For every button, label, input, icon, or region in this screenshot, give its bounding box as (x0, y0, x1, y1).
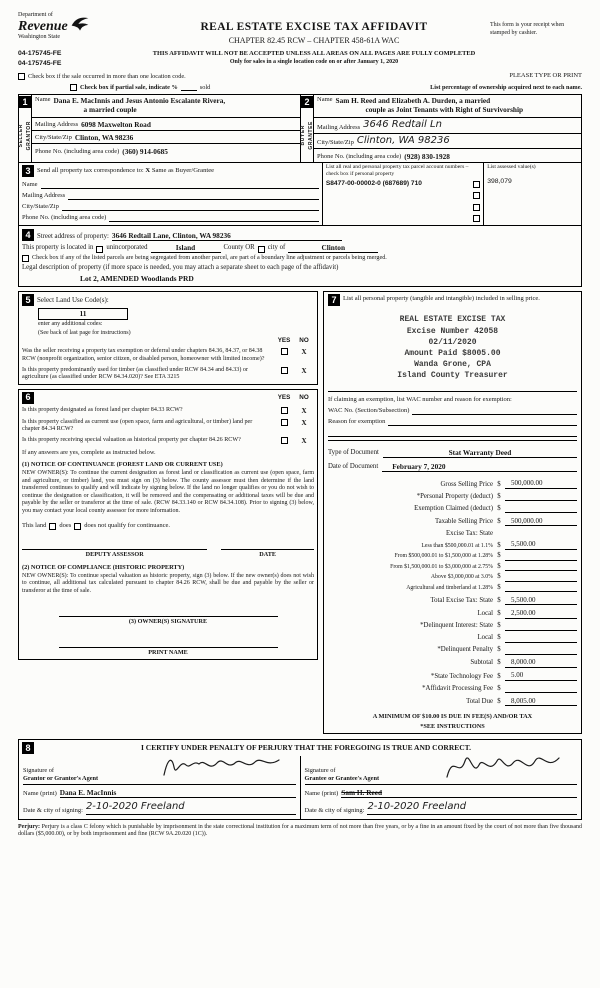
tax-row-label: Above $3,000,000 at 3.0% (430, 574, 493, 581)
section-1-seller (19, 95, 300, 162)
dollar-sign: $ (497, 583, 501, 591)
dollar-sign: $ (497, 504, 501, 512)
tax-row (328, 493, 577, 501)
perjury-label: Perjury: (18, 823, 40, 830)
county-or-label: County OR (223, 244, 255, 252)
located-in-label: This property is located in (22, 244, 94, 252)
section-5-number: 5 (22, 294, 34, 306)
dollar-sign: $ (497, 610, 501, 618)
logo-washington-state: Washington State (18, 33, 61, 40)
personal-property-checkbox[interactable] (473, 215, 480, 222)
assessed-value (487, 190, 578, 200)
current-use-yes-checkbox[interactable] (281, 419, 288, 426)
dor-logo (18, 12, 138, 41)
exemption-no-answer: X (301, 348, 307, 357)
buyer-csz-row (314, 134, 581, 150)
tax-row-value: 500,000.00 (505, 479, 577, 489)
parcel-list (326, 179, 480, 224)
tax-row-label: Total Excise Tax: State (430, 596, 493, 604)
buyer-name-value-2: couple as Joint Tenants with Right of Survivorship (365, 105, 524, 115)
reason-exemption-label: Reason for exemption (328, 417, 386, 425)
land-use-code-value: 11 (38, 308, 128, 320)
parcel-number: S8477-00-00002-0 (687689) 710 (325, 180, 422, 188)
grantor-signature (158, 751, 288, 783)
question-row (22, 407, 314, 416)
buyer-name-row (314, 95, 581, 118)
current-use-question: Is this property classified as current use (open space, farm and agricultural, or timber) land per chapter 84.34 RCW? (22, 418, 253, 433)
tax-row (328, 685, 577, 693)
dollar-sign: $ (497, 552, 501, 560)
grantor-signature-of-label: Signature of (23, 767, 54, 775)
stamp-line-3: 02/11/2020 (428, 337, 477, 347)
see-instructions-note: *SEE INSTRUCTIONS (420, 722, 485, 730)
tax-row-value: 5,500.00 (505, 540, 577, 550)
seller-name-row (32, 95, 300, 118)
divider (328, 391, 577, 392)
city-value: Clinton (288, 243, 378, 253)
same-as-buyer-label: Same as Buyer/Grantee (151, 167, 215, 175)
tax-row (328, 697, 577, 707)
grantor-date-value-handwritten: 2-10-2020 Freeland (86, 801, 296, 815)
dollar-sign: $ (497, 541, 501, 549)
stamp-line-2: Excise Number 42058 (406, 326, 499, 336)
multi-location-checkbox[interactable] (18, 73, 25, 80)
tax-row (328, 479, 577, 489)
partial-sale-label: Check box if partial sale, indicate % (80, 83, 178, 91)
chapter-line: CHAPTER 82.45 RCW – CHAPTER 458-61A WAC (228, 36, 400, 46)
section-2-buyer (300, 95, 581, 162)
yes-column-header: YES (277, 393, 291, 401)
seller-strip-label: SELLER (18, 123, 25, 148)
tax-row-label: Exemption Claimed (deduct) (414, 504, 493, 512)
tax-row (328, 596, 577, 606)
forest-no-answer: X (301, 406, 307, 415)
tax-row-label: Less than $500,000.01 at 1.1% (421, 542, 493, 549)
section-8-number: 8 (22, 742, 34, 754)
does-not-label: does not qualify for continuance. (84, 522, 171, 530)
buyer-name-value: Sam H. Reed and Elizabeth A. Durden, a married (335, 96, 491, 106)
see-back-note: (See back of last page for instructions) (38, 329, 131, 336)
please-type-note: PLEASE TYPE OR PRINT (509, 72, 582, 80)
form-number-2: 04-175745-FE (18, 60, 62, 68)
notice-compliance-body: NEW OWNER(S): To continue special valuation as historic property, sign (3) below. If the new owner(s) does not wish to continue, all additional tax calculated pursuant to chapter 84.26 RCW, shall be due and payable by the seller or transferor at the time of sale. (22, 572, 314, 594)
personal-property-checkbox[interactable] (473, 181, 480, 188)
tax-row-value (505, 623, 577, 631)
tax-row (328, 646, 577, 654)
street-address-label: Street address of property: (37, 232, 109, 240)
tax-row-label: *Affidavit Processing Fee (422, 684, 493, 692)
segregated-checkbox[interactable] (22, 255, 29, 262)
tax-row-value: 2,500.00 (505, 609, 577, 619)
parcel-row (326, 202, 480, 212)
city-checkbox[interactable] (258, 246, 265, 253)
grantee-signature-block (300, 756, 582, 819)
dollar-sign: $ (497, 646, 501, 654)
corr-name-label: Name (22, 181, 38, 189)
grantee-strip-label: GRANTEE (307, 121, 314, 150)
seller-mailing-value: 6098 Maxwelton Road (81, 120, 151, 130)
seller-phone-value: (360) 914-0685 (122, 147, 168, 157)
city-of-label: city of (267, 244, 286, 252)
stamp-line-1: REAL ESTATE EXCISE TAX (399, 315, 506, 325)
section-4-number: 4 (22, 229, 34, 241)
certify-statement: I CERTIFY UNDER PENALTY OF PERJURY THAT THE FOREGOING IS TRUE AND CORRECT. (140, 743, 471, 753)
tax-row-value (505, 505, 577, 513)
tax-row (328, 609, 577, 619)
ownership-percentage-note: List percentage of ownership acquired next to each name. (430, 83, 582, 91)
does-qualify-checkbox[interactable] (49, 523, 56, 530)
tax-row-value: 8,005.00 (505, 697, 577, 707)
yes-column-header: YES (277, 337, 291, 345)
divider (328, 440, 577, 441)
corr-phone-field (109, 214, 319, 222)
grantee-signature-of-label: Signature of (304, 767, 336, 775)
tax-row-value (505, 574, 577, 582)
doc-date-value: February 7, 2020 (382, 462, 577, 472)
forest-land-question: Is this property designated as forest land per chapter 84.33 RCW? (22, 406, 183, 413)
buyer-phone-label: Phone No. (including area code) (317, 153, 402, 161)
single-location-note: Only for sales in a single location code on or after January 1, 2020 (229, 59, 399, 66)
seller-phone-label: Phone No. (including area code) (35, 148, 120, 156)
exemption-yes-checkbox[interactable] (281, 348, 288, 355)
seller-name-label: Name (35, 96, 51, 104)
current-use-no-answer: X (301, 418, 307, 427)
grantor-name-print-label: Name (print) (23, 790, 57, 798)
notice-continuance-body: NEW OWNER(S): To continue the current designation as forest land or classification as current use (open space, farm and agriculture, or timber) land, you must sign on (3) below. The county assessor must then determine if the land transferred continues to qualify and will indicate by signing below. If the land no longer qualifies or you do not wish to continue the designation or classification, it will be removed and the compensating or additional taxes will be due and payable by the seller or transferor at the time of sale. (RCW 84.33.140 or RCW 84.34.108). Prior to signing (3) below, you may contact your local county assessor for more information. (22, 470, 314, 514)
section-7-tax (323, 291, 582, 734)
dollar-sign: $ (497, 492, 501, 500)
timber-question: Is this property predominantly used for timber (as classified under RCW 84.34 and 84.33) or agriculture (as classified under RCW 84.34.020)? See ETA 3215 (22, 366, 248, 381)
tax-table (328, 476, 577, 706)
acceptance-warning: THIS AFFIDAVIT WILL NOT BE ACCEPTED UNLESS ALL AREAS ON ALL PAGES ARE FULLY COMPLETED (152, 50, 476, 58)
correspondence-label: Send all property tax correspondence to: (37, 167, 144, 175)
partial-sale-sold-label: sold (199, 83, 211, 91)
tax-row-label: Excise Tax: State (446, 529, 493, 537)
tax-row-label: Agricultural and timberland at 1.28% (406, 584, 493, 591)
owners-signature-label: (3) OWNER(S) SIGNATURE (128, 618, 208, 626)
tax-row-label: Subtotal (470, 659, 493, 667)
dor-swoosh-icon (70, 14, 90, 34)
tax-row-value: 5,500.00 (505, 596, 577, 606)
historic-no-answer: X (301, 436, 307, 445)
tax-row-label: *Delinquent Interest: State (420, 622, 493, 630)
buyer-strip-label: BUYER (300, 125, 307, 146)
dollar-sign: $ (497, 634, 501, 642)
tax-row (328, 584, 577, 592)
treasurer-stamp (397, 314, 507, 381)
buyer-phone-value: (928) 830-1928 (404, 152, 450, 162)
print-name-line (59, 640, 278, 648)
grantor-signature-block (19, 756, 300, 819)
land-use-label: Select Land Use Code(s): (37, 296, 109, 305)
form-number-1: 04-175745-FE (18, 50, 62, 57)
question-row (22, 367, 314, 382)
grantor-date-label: Date & city of signing: (23, 806, 83, 814)
tax-row-label: Gross Selling Price (440, 480, 493, 488)
personal-property-label: List all personal property (tangible and intangible) included in selling price. (343, 295, 540, 303)
multi-location-label: Check box if the sale occurred in more than one location code. (28, 72, 186, 80)
stamp-line-5: Wanda Grone, CPA (414, 360, 491, 370)
tax-row-label: Local (477, 634, 493, 642)
section-2-number: 2 (301, 96, 313, 108)
deputy-date-label: DATE (259, 551, 277, 559)
street-address-value: 3646 Redtail Lane, Clinton, WA 98236 (112, 231, 342, 241)
tax-row-label: From $500,000.01 to $1,500,000 at 1.28% (394, 553, 493, 560)
grantee-signature (439, 751, 569, 783)
question-row (22, 437, 314, 446)
buyer-mailing-label: Mailing Address (317, 123, 361, 131)
tax-row (328, 634, 577, 642)
dollar-sign: $ (497, 480, 501, 488)
tax-row (328, 552, 577, 560)
grantee-role-label: Grantee or Grantee's Agent (304, 775, 380, 783)
assessed-values-header: List assessed value(s) (487, 164, 536, 171)
dollar-sign: $ (497, 596, 501, 604)
tax-row-value (505, 553, 577, 561)
parcel-row (326, 191, 480, 201)
unincorporated-label: unincorporated (106, 244, 148, 252)
parties-section (18, 94, 582, 163)
dollar-sign: $ (497, 684, 501, 692)
section-5-land-use (18, 291, 318, 384)
tax-row-label: Local (477, 610, 493, 618)
receipt-note: This form is your receipt when stamped by cashier. (490, 22, 565, 36)
section-3-number: 3 (22, 165, 34, 177)
seller-name-value-2: a married couple (83, 105, 137, 115)
exemption-claim-label: If claiming an exemption, list WAC number and reason for exemption: (328, 395, 512, 403)
grantee-date-value-handwritten: 2-10-2020 Freeland (367, 801, 577, 815)
tax-row (328, 671, 577, 681)
seller-csz-label: City/State/Zip (35, 134, 72, 142)
tax-row (328, 658, 577, 668)
parcel-row (326, 214, 480, 224)
form-header (18, 12, 582, 69)
logo-dept-of: Department of (18, 12, 53, 18)
historic-question: Is this property receiving special valuation as historical property per chapter 84.26 RCW? (22, 436, 241, 443)
no-column-header: NO (299, 337, 309, 345)
buyer-mailing-row (314, 118, 581, 134)
corr-csz-field (62, 203, 319, 211)
reason-field-2 (328, 429, 577, 437)
tax-row (328, 505, 577, 513)
assessed-list (487, 178, 578, 223)
exemption-question: Was the seller receiving a property tax exemption or deferral under chapters 84.36, 84.37, or 84.38 RCW (nonprofit organization, senior citizen, or disabled person, homeowner with limited income)? (22, 348, 265, 362)
doc-date-label: Date of Document (328, 463, 379, 471)
deputy-assessor-label: DEPUTY ASSESSOR (85, 551, 144, 559)
tax-row-label: From $1,500,000.01 to $3,000,000 at 2.75% (390, 563, 493, 570)
tax-row (328, 563, 577, 571)
dollar-sign: $ (497, 697, 501, 705)
stamp-line-4: Amount Paid $8005.00 (404, 349, 501, 359)
minimum-due-note: A MINIMUM OF $10.00 IS DUE IN FEE(S) AND/OR TAX (372, 713, 533, 721)
grantor-name-value: Dana E. MacInnis (60, 788, 296, 798)
assessed-value (487, 201, 578, 211)
segregated-label: Check box if any of the listed parcels are being segregated from another parcel, are part of a boundary line adjustment or parcels being merged. (32, 254, 387, 262)
seller-csz-row (32, 131, 300, 144)
tax-row-value (505, 584, 577, 592)
question-row (22, 419, 314, 434)
corr-mailing-label: Mailing Address (22, 192, 66, 200)
owners-signature-line (59, 609, 278, 617)
tax-row (328, 573, 577, 581)
logo-revenue: Revenue (18, 18, 68, 34)
tax-row-label: *Delinquent Penalty (437, 646, 493, 654)
section-3-correspondence (18, 163, 582, 225)
seller-mailing-row (32, 118, 300, 131)
dollar-sign: $ (497, 517, 501, 525)
same-as-x-mark: X (145, 167, 151, 175)
corr-csz-label: City/State/Zip (22, 203, 59, 211)
tax-row-label: *State Technology Fee (430, 672, 493, 680)
seller-phone-row (32, 144, 300, 157)
dollar-sign: $ (497, 659, 501, 667)
deputy-date-line (221, 542, 314, 550)
section-7-number: 7 (328, 294, 340, 306)
historic-yes-checkbox[interactable] (281, 437, 288, 444)
wac-number-field (412, 407, 577, 415)
tax-row-value: 500,000.00 (505, 517, 577, 527)
tax-row-value (505, 563, 577, 571)
notice-compliance-title: (2) NOTICE OF COMPLIANCE (HISTORIC PROPERTY) (22, 564, 185, 572)
section-1-number: 1 (19, 96, 31, 108)
unincorporated-checkbox[interactable] (96, 246, 103, 253)
buyer-phone-row (314, 149, 581, 162)
doc-type-label: Type of Document (328, 449, 379, 457)
county-value: Island (151, 243, 221, 253)
dollar-sign: $ (497, 672, 501, 680)
seller-mailing-label: Mailing Address (35, 121, 79, 129)
section-8-certification (18, 739, 582, 820)
print-name-label: PRINT NAME (148, 649, 188, 657)
doc-type-value: Stat Warranty Deed (383, 448, 577, 458)
assessed-value: 398,079 (487, 178, 512, 186)
grantee-name-value: Sam H. Reed (341, 788, 577, 798)
section-6-designations (18, 389, 318, 660)
forest-yes-checkbox[interactable] (281, 407, 288, 414)
tax-row-value (505, 635, 577, 643)
partial-sale-checkbox[interactable] (70, 84, 77, 91)
wac-number-label: WAC No. (Section/Subsection) (328, 406, 410, 414)
reason-field (388, 418, 577, 426)
grantor-role-label: Grantor or Grantor's Agent (23, 775, 99, 783)
section-6-number: 6 (22, 392, 34, 404)
dollar-sign: $ (497, 573, 501, 581)
grantee-date-label: Date & city of signing: (304, 806, 365, 814)
section-4-property (18, 226, 582, 288)
dollar-sign: $ (497, 562, 501, 570)
corr-name-field (41, 181, 319, 189)
parcel-numbers-header: List all real and personal property tax parcel account numbers – check box if personal property (325, 164, 469, 178)
tax-row-value: 5.00 (505, 671, 577, 681)
buyer-csz-value-handwritten: Clinton, WA 98236 (356, 134, 450, 146)
buyer-mailing-value-handwritten: 3646 Redtail Ln (363, 119, 442, 131)
if-yes-note: If any answers are yes, complete as instructed below. (22, 448, 156, 456)
deputy-assessor-signature-line (22, 542, 207, 550)
perjury-note (18, 824, 582, 839)
corr-mailing-field (68, 192, 319, 200)
grantee-name-print-label: Name (print) (304, 790, 339, 798)
tax-row-label: Total Due (466, 697, 493, 705)
tax-row-value (505, 685, 577, 693)
seller-csz-value: Clinton, WA 98236 (74, 133, 134, 143)
tax-row (328, 530, 577, 538)
notice-continuance-title: (1) NOTICE OF CONTINUANCE (FOREST LAND OR CURRENT USE) (22, 461, 223, 469)
does-label: does (59, 522, 72, 530)
parcel-row (326, 179, 480, 189)
seller-name-value: Dana E. MacInnis and Jesus Antonio Escalante Rivera, (53, 96, 226, 106)
personal-property-checkbox[interactable] (473, 192, 480, 199)
tax-row (328, 540, 577, 550)
tax-row (328, 622, 577, 630)
timber-yes-checkbox[interactable] (281, 367, 288, 374)
grantor-strip-label: GRANTOR (25, 120, 32, 151)
tax-row-value (505, 647, 577, 655)
legal-description-label: Legal description of property (if more space is needed, you may attach a separate sheet to each page of the affidavit) (22, 263, 339, 271)
perjury-text: Perjury is a class C felony which is punishable by imprisonment in the state correctional institution for a maximum term of not more than five years, or by a fine in an amount fixed by the court of not more than five thousand dollars ($5,000.00), or by both imprisonment and fine (RCW 9A.20.020 (1C)). (18, 823, 583, 838)
buyer-name-label: Name (317, 96, 333, 104)
tax-row-label: *Personal Property (deduct) (416, 492, 493, 500)
tax-row (328, 517, 577, 527)
this-land-label: This land (22, 522, 47, 530)
partial-sale-percent-field (181, 84, 197, 91)
assessed-value (487, 213, 578, 223)
question-row (22, 348, 314, 363)
tax-row-label: Taxable Selling Price (434, 517, 493, 525)
legal-description-value: Lot 2, AMENDED Woodlands PRD (80, 274, 194, 284)
tax-row-value (505, 493, 577, 501)
no-column-header: NO (299, 393, 309, 401)
buyer-csz-label: City/State/Zip (317, 139, 354, 147)
timber-no-answer: X (301, 366, 307, 375)
additional-codes-label: enter any additional codes: (38, 321, 103, 328)
tax-row-value: 8,000.00 (505, 658, 577, 668)
dollar-sign: $ (497, 622, 501, 630)
stamp-line-6: Island County Treasurer (397, 371, 508, 381)
personal-property-checkbox[interactable] (473, 204, 480, 211)
corr-phone-label: Phone No. (including area code) (22, 214, 107, 222)
does-not-qualify-checkbox[interactable] (74, 523, 81, 530)
form-title: REAL ESTATE EXCISE TAX AFFIDAVIT (200, 21, 428, 33)
